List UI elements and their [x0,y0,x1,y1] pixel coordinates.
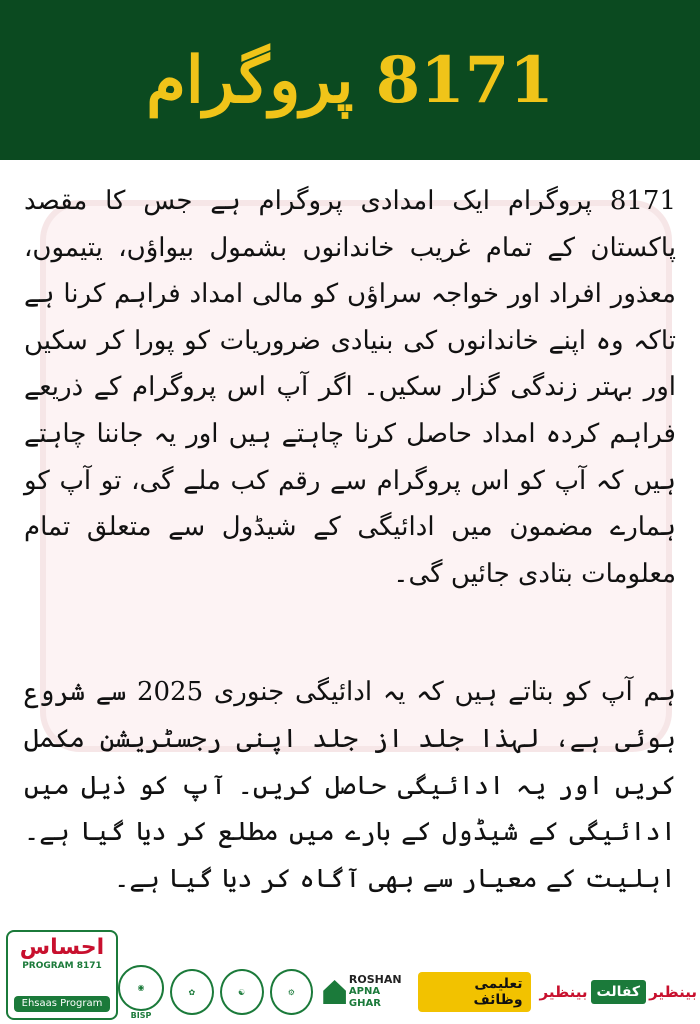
health-program-icon: ✿ [170,969,214,1015]
apna-ghar-label: APNA GHAR [348,986,381,1009]
family-program-icon: ☯ [220,969,264,1015]
benazir-label: بینظیر [649,983,698,1001]
bisp-logo [118,965,164,1020]
government-seal-icon: ⚙ [270,969,314,1015]
article-paragraph-2: ہم آپ کو بتاتے ہیں کہ یہ ادائیگی جنوری 2025 سے شروع ہوئی ہے، لہذا جلد از جلد اپنی رجسٹریشن مکمل کریں اور یہ ادائیگی حاصل کریں۔ آپ کو ذیل میں ادائیگی کے شیڈول کے بارے میں مطلع کر دیا گیا ہے۔ اہلیت کے معیار سے بھی آگاہ کر دیا گیا ہے۔ [24,677,676,894]
bisp-label: BISP [130,1010,152,1020]
partner-logos [118,964,700,1020]
house-icon [323,980,346,1004]
ehsaas-logo-label: Ehsaas Program [14,996,110,1012]
footer-logo-strip [0,924,700,1024]
taleemi-wazaif-badge: تعلیمی وظائف [418,972,531,1012]
ehsaas-logo-program: PROGRAM 8171 [22,961,102,971]
roshan-apna-ghar-logo [323,974,412,1010]
kafalat-label: کفالت [591,980,647,1004]
article-paragraph-1: 8171 پروگرام ایک امدادی پروگرام ہے جس کا مقصد پاکستان کے تمام غریب خاندانوں بشمول بیواؤں، یتیموں، معذور افراد اور خواجہ سراؤں کو مالی امداد فراہم کرنا ہے تاکہ وہ اپنے خاندانوں کی بنیادی ضروریات کو پورا کر سکیں اور بہتر زندگی گزار سکیں۔ اگر آپ اس پروگرام کے ذریعے فراہم کردہ امداد حاصل کرنا چاہتے ہیں اور یہ جاننا چاہتے ہیں کہ آپ کو اس پروگرام سے رقم کب ملے گی، تو آپ کو ہمارے مضمون میں ادائیگی کے شیڈول سے متعلق تمام معلومات بتادی جائیں گی۔ [24,186,676,589]
benazir-label-2: بینظیر [539,983,588,1001]
benazir-kafalat-badge [537,980,700,1004]
header-banner [0,0,700,160]
page-title: 8171 پروگرام [146,42,554,118]
ehsaas-program-logo [6,930,118,1020]
article-body [24,178,676,902]
roshan-label: ROSHAN [348,973,402,986]
ehsaas-logo-name: احساس [19,935,105,960]
bisp-seal-icon: ◉ [118,965,164,1011]
